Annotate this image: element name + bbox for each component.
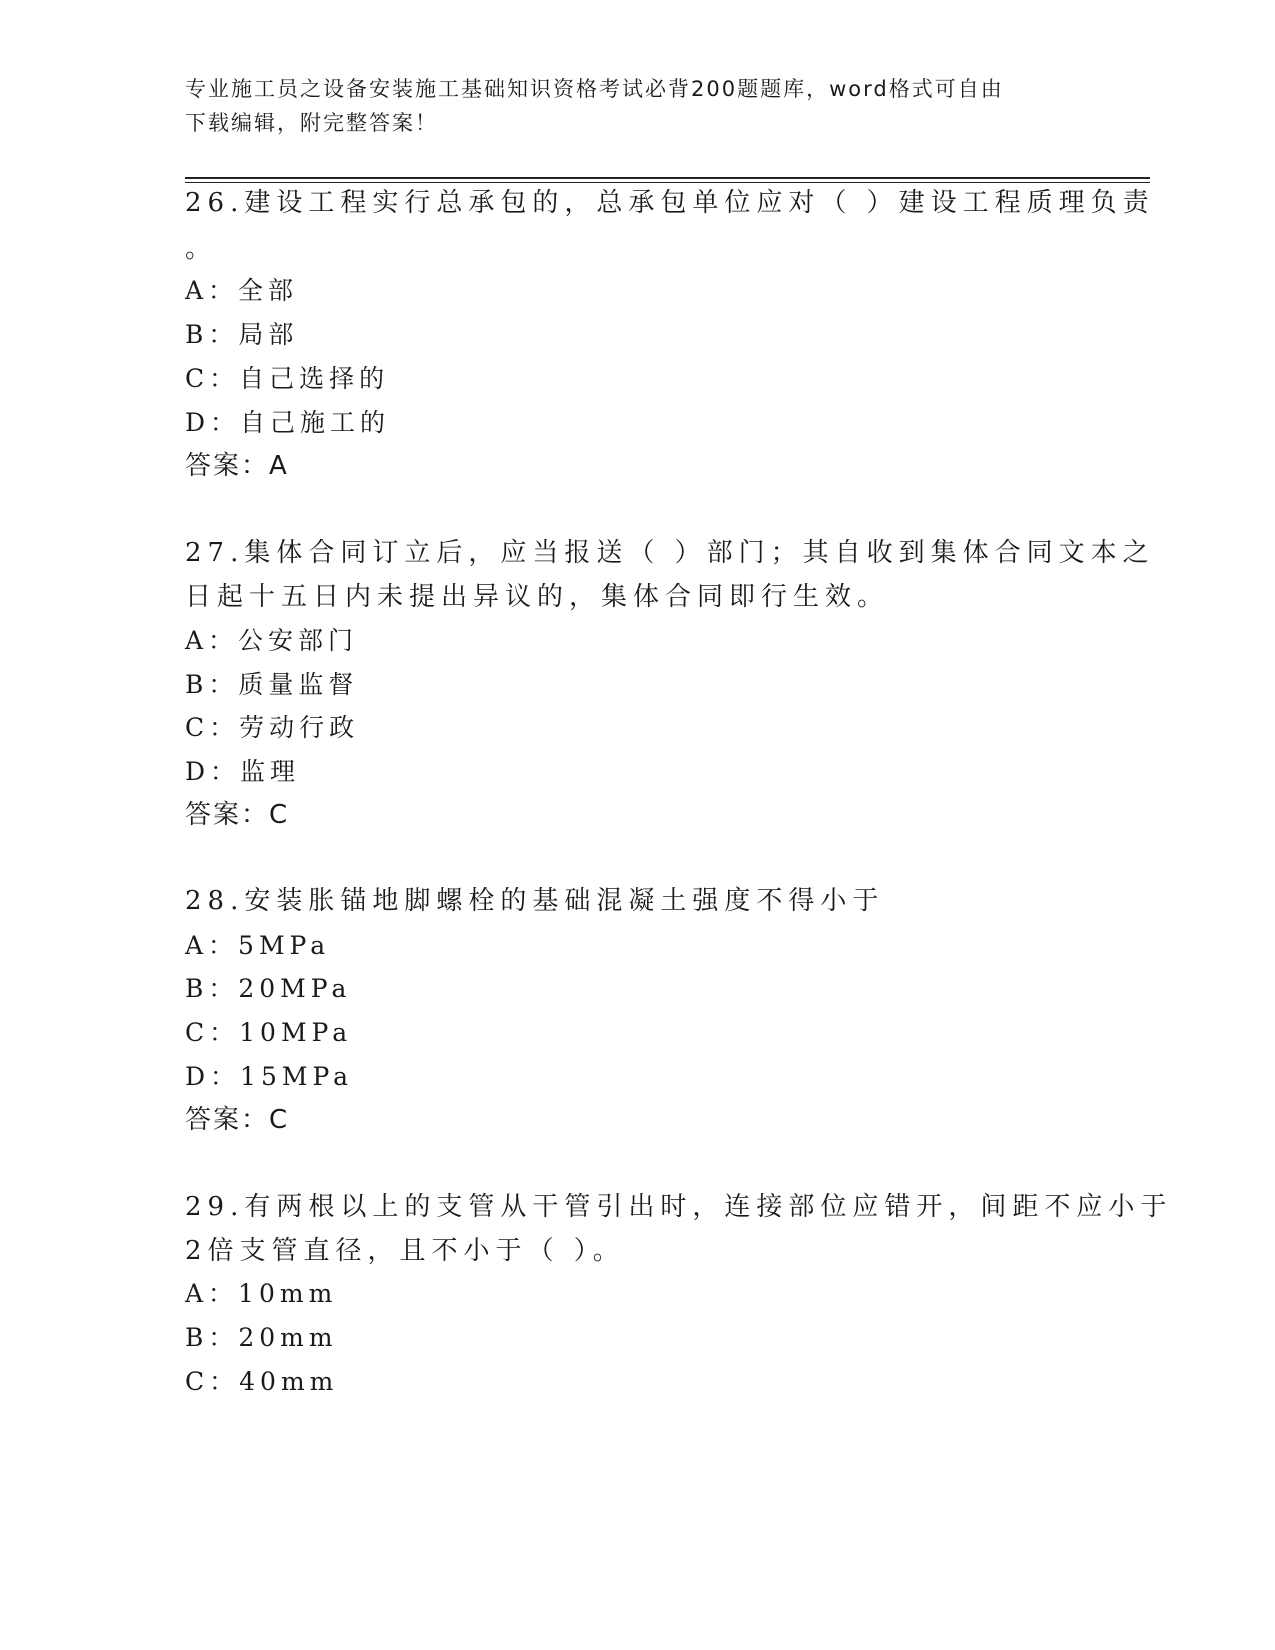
header-line-1: 专业施工员之设备安装施工基础知识资格考试必背200题题库，word格式可自由 bbox=[185, 77, 1004, 101]
question-26-option-b: B：局部 bbox=[185, 320, 299, 349]
question-29-text-line-1: 29.有两根以上的支管从干管引出时，连接部位应错开，间距不应小于 bbox=[185, 1192, 1173, 1222]
question-29-option-c: C：40mm bbox=[185, 1367, 339, 1396]
question-28-option-b: B：20MPa bbox=[185, 974, 352, 1003]
question-26-text-line-2: 。 bbox=[185, 234, 218, 264]
question-26-option-c: C：自己选择的 bbox=[185, 364, 390, 393]
question-27-option-d: D：监理 bbox=[185, 757, 301, 786]
question-29-text-line-2: 2倍支管直径，且不小于（ ）。 bbox=[185, 1236, 625, 1266]
question-28-option-d: D：15MPa bbox=[185, 1062, 354, 1091]
question-26-option-a: A：全部 bbox=[185, 276, 299, 305]
question-29-option-b: B：20mm bbox=[185, 1323, 338, 1352]
question-28-option-a: A：5MPa bbox=[185, 931, 331, 960]
document-header bbox=[185, 72, 1065, 140]
header-divider-thick bbox=[185, 177, 1150, 179]
question-26-text-line-1: 26.建设工程实行总承包的，总承包单位应对（ ）建设工程质理负责 bbox=[185, 188, 1155, 218]
question-26-answer: 答案：A bbox=[185, 451, 289, 481]
question-27-option-c: C：劳动行政 bbox=[185, 713, 360, 742]
question-27-text-line-1: 27.集体合同订立后，应当报送（ ）部门；其自收到集体合同文本之 bbox=[185, 538, 1155, 568]
header-line-2: 下载编辑，附完整答案！ bbox=[185, 111, 438, 135]
question-27-text-line-2: 日起十五日内未提出异议的，集体合同即行生效。 bbox=[185, 582, 890, 612]
question-27-answer: 答案：C bbox=[185, 800, 290, 830]
question-28-answer: 答案：C bbox=[185, 1105, 290, 1135]
question-28-text-line-1: 28.安装胀锚地脚螺栓的基础混凝土强度不得小于 bbox=[185, 886, 885, 916]
question-28-option-c: C：10MPa bbox=[185, 1018, 353, 1047]
question-29-option-a: A：10mm bbox=[185, 1279, 338, 1308]
question-26-option-d: D：自己施工的 bbox=[185, 408, 391, 437]
question-27-option-a: A：公安部门 bbox=[185, 626, 359, 655]
question-27-option-b: B：质量监督 bbox=[185, 670, 359, 699]
